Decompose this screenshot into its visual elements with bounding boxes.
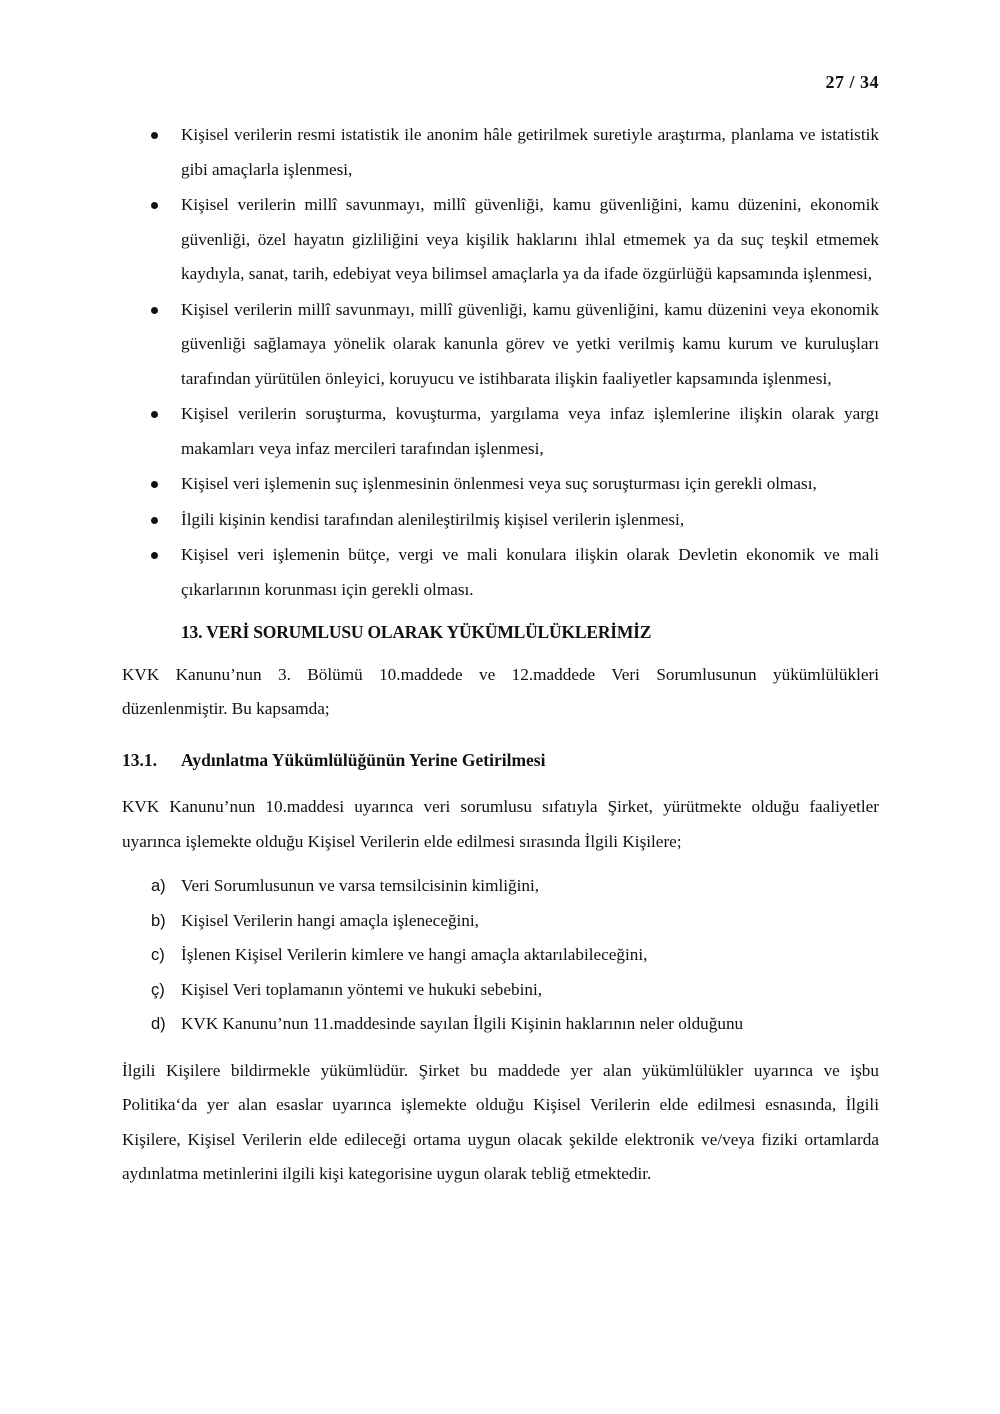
list-item	[122, 188, 879, 292]
list-item	[122, 538, 879, 607]
section-13-1-closing: İlgili Kişilere bildirmekle yükümlüdür. Şirket bu maddede yer alan yükümlülükler uyarınca ve işbu Politika‘da yer alan esaslar uyarınca işlemekte olduğu Kişisel Verilerin elde edilmesi esnasında, İlgili Kişilere, Kişisel Verilerin elde edileceği ortama uygun olacak şekilde elektronik ve/veya fiziki ortamlarda aydınlatma metinlerini ilgili kişi kategorisine uygun olarak tebliğ etmektedir.	[122, 1060, 879, 1183]
list-item-text: Kişisel Veri toplamanın yöntemi ve hukuki sebebini,	[181, 979, 543, 999]
list-item	[122, 503, 879, 538]
list-item-text: Kişisel verilerin millî savunmayı, millî güvenliği, kamu güvenliğini, kamu düzenini veya ekonomik güvenliği sağlamaya yönelik olarak kanunla görev ve yetki verilmiş kamu kurum ve kuruluşları tarafından yürütülen önleyici, koruyucu ve istihbarata ilişkin faaliyetler kapsamında işlenmesi,	[181, 299, 879, 388]
list-item	[122, 293, 879, 397]
list-item-text: Kişisel verilerin millî savunmayı, millî güvenliği, kamu güvenliğini, kamu düzenini, ekonomik güvenliği, özel hayatın gizliliğini veya kişilik haklarını ihlal etmemek ya da suç teşkil etmemek kaydıyla, sanat, tarih, edebiyat veya bilimsel amaçlarla ya da ifade özgürlüğü kapsamında işlenmesi,	[181, 195, 879, 283]
list-item	[122, 467, 879, 502]
list-marker: c)	[151, 946, 165, 964]
bullet-icon	[151, 307, 158, 314]
page-number: 27 / 34	[825, 72, 879, 92]
disclosure-items-list	[122, 869, 879, 1042]
list-item	[122, 904, 879, 939]
section-13-1-heading	[122, 743, 879, 778]
document-body	[122, 118, 879, 1192]
list-marker: b)	[151, 911, 166, 930]
list-marker: d)	[151, 1015, 166, 1033]
list-item	[122, 973, 879, 1008]
list-item	[122, 1007, 879, 1042]
bullet-icon	[151, 202, 158, 209]
list-item-text: KVK Kanunu’nun 11.maddesinde sayılan İlgili Kişinin haklarının neler olduğunu	[181, 1014, 744, 1033]
bullet-icon	[151, 132, 158, 139]
list-item-text: Veri Sorumlusunun ve varsa temsilcisinin kimliğini,	[181, 876, 540, 895]
bullet-icon	[151, 411, 158, 418]
section-13-intro: KVK Kanunu’nun 3. Bölümü 10.maddede ve 12.maddede Veri Sorumlusunun yükümlülükleri düzenlenmiştir. Bu kapsamda;	[122, 664, 879, 718]
section-title: Aydınlatma Yükümlülüğünün Yerine Getirilmesi	[181, 749, 546, 770]
list-item-text: Kişisel verilerin resmi istatistik ile anonim hâle getirilmek suretiyle araştırma, planlama ve istatistik gibi amaçlarla işlenmesi,	[181, 125, 879, 179]
section-13-heading: 13. VERİ SORUMLUSU OLARAK YÜKÜMLÜLÜKLERİMİZ	[181, 622, 652, 642]
list-item-text: Kişisel veri işlemenin suç işlenmesinin önlenmesi veya suç soruşturması için gerekli olması,	[181, 474, 817, 493]
bullet-icon	[151, 517, 158, 524]
bullet-icon	[151, 481, 158, 488]
list-item-text: İşlenen Kişisel Verilerin kimlere ve hangi amaçla aktarılabileceğini,	[181, 945, 648, 964]
list-item	[122, 118, 879, 187]
section-number: 13.1.	[122, 749, 157, 770]
list-item-text: İlgili kişinin kendisi tarafından alenileştirilmiş kişisel verilerin işlenmesi,	[181, 509, 685, 529]
list-item	[122, 869, 879, 904]
list-item-text: Kişisel veri işlemenin bütçe, vergi ve mali konulara ilişkin olarak Devletin ekonomik ve mali çıkarlarının korunması için gerekli olması.	[181, 545, 879, 599]
processing-exceptions-list	[122, 118, 879, 607]
section-13-1-intro: KVK Kanunu’nun 10.maddesi uyarınca veri sorumlusu sıfatıyla Şirket, yürütmekte olduğu faaliyetler uyarınca işlemekte olduğu Kişisel Verilerin elde edilmesi sırasında İlgili Kişilere;	[122, 797, 879, 851]
list-item	[122, 397, 879, 466]
list-item-text: Kişisel verilerin soruşturma, kovuşturma, yargılama veya infaz işlemlerine ilişkin olarak yargı makamları veya infaz mercileri tarafından işlenmesi,	[181, 404, 879, 458]
bullet-icon	[151, 552, 158, 559]
list-marker: a)	[151, 877, 166, 895]
list-marker: ç)	[151, 980, 165, 999]
list-item	[122, 938, 879, 973]
list-item-text: Kişisel Verilerin hangi amaçla işleneceğini,	[181, 910, 479, 930]
